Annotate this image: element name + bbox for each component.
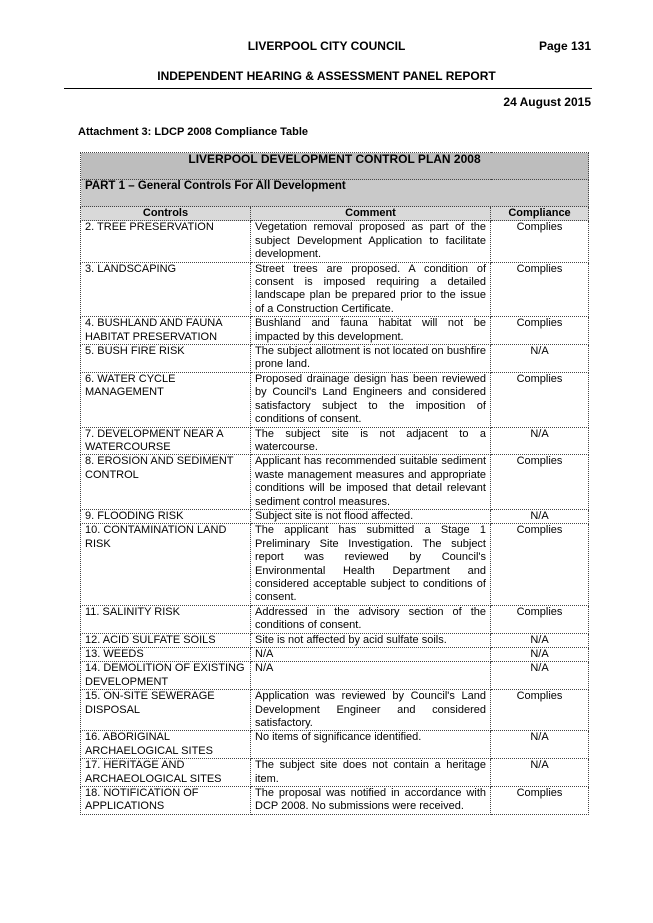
control-cell: 7. DEVELOPMENT NEAR A WATERCOURSE (81, 427, 251, 455)
table-row (81, 731, 589, 759)
table-row (81, 372, 589, 427)
report-title: INDEPENDENT HEARING & ASSESSMENT PANEL REPORT (157, 69, 496, 83)
comment-cell: Bushland and fauna habitat will not be impacted by this development. (251, 317, 491, 345)
column-header-compliance: Compliance (491, 207, 589, 221)
attachment-title: Attachment 3: LDCP 2008 Compliance Table (78, 126, 309, 138)
compliance-cell: Complies (491, 787, 589, 815)
control-cell: 16. ABORIGINAL ARCHAELOGICAL SITES (81, 731, 251, 759)
comment-cell: The proposal was notified in accordance with DCP 2008. No submissions were received. (251, 787, 491, 815)
comment-cell: Proposed drainage design has been reviewed by Council's Land Engineers and considered satisfactory subject to the imposition of conditions of consent. (251, 372, 491, 427)
table-row (81, 455, 589, 510)
control-cell: 12. ACID SULFATE SOILS (81, 633, 251, 647)
compliance-table (80, 152, 589, 815)
control-cell: 17. HERITAGE AND ARCHAEOLOGICAL SITES (81, 759, 251, 787)
control-cell: 3. LANDSCAPING (81, 262, 251, 317)
comment-cell: The subject site does not contain a heritage item. (251, 759, 491, 787)
table-row (81, 648, 589, 662)
compliance-cell: Complies (491, 455, 589, 510)
compliance-cell: N/A (491, 648, 589, 662)
table-title-row (81, 153, 589, 180)
page-number: Page 131 (538, 39, 591, 53)
compliance-cell: Complies (491, 524, 589, 605)
comment-cell: Application was reviewed by Council's Land Development Engineer and considered satisfactory. (251, 690, 491, 731)
comment-cell: Street trees are proposed. A condition of consent is imposed requiring a detailed landscape plan be prepared prior to the issue of a Construction Certificate. (251, 262, 491, 317)
control-cell: 11. SALINITY RISK (81, 605, 251, 633)
control-cell: 15. ON-SITE SEWERAGE DISPOSAL (81, 690, 251, 731)
compliance-cell: N/A (491, 509, 589, 523)
table-row (81, 787, 589, 815)
control-cell: 5. BUSH FIRE RISK (81, 345, 251, 373)
control-cell: 6. WATER CYCLE MANAGEMENT (81, 372, 251, 427)
comment-cell: The applicant has submitted a Stage 1 Preliminary Site Investigation. The subject report was reviewed by Council's Environmental Health Department and considered acceptable subject to conditions of consent. (251, 524, 491, 605)
compliance-cell: Complies (491, 372, 589, 427)
table-row (81, 345, 589, 373)
table-row (81, 509, 589, 523)
comment-cell: Vegetation removal proposed as part of the subject Development Application to facilitate development. (251, 221, 491, 262)
column-header-comment: Comment (251, 207, 491, 221)
comment-cell: Applicant has recommended suitable sediment waste management measures and appropriate conditions will be imposed that detail relevant sediment control measures. (251, 455, 491, 510)
comment-cell: The subject allotment is not located on bushfire prone land. (251, 345, 491, 373)
control-cell: 2. TREE PRESERVATION (81, 221, 251, 262)
table-row (81, 221, 589, 262)
compliance-cell: N/A (491, 759, 589, 787)
table-row (81, 524, 589, 605)
compliance-cell: N/A (491, 427, 589, 455)
comment-cell: Subject site is not flood affected. (251, 509, 491, 523)
control-cell: 14. DEMOLITION OF EXISTING DEVELOPMENT (81, 662, 251, 690)
comment-cell: N/A (251, 662, 491, 690)
column-header-row (81, 207, 589, 221)
compliance-cell: Complies (491, 605, 589, 633)
table-row (81, 759, 589, 787)
report-date: 24 August 2015 (503, 95, 591, 109)
compliance-cell: N/A (491, 731, 589, 759)
comment-cell: N/A (251, 648, 491, 662)
table-row (81, 633, 589, 647)
table-row (81, 262, 589, 317)
compliance-cell: N/A (491, 345, 589, 373)
table-row (81, 662, 589, 690)
control-cell: 10. CONTAMINATION LAND RISK (81, 524, 251, 605)
table-row (81, 605, 589, 633)
control-cell: 4. BUSHLAND AND FAUNA HABITAT PRESERVATION (81, 317, 251, 345)
comment-cell: Site is not affected by acid sulfate soils. (251, 633, 491, 647)
comment-cell: The subject site is not adjacent to a watercourse. (251, 427, 491, 455)
part-heading: PART 1 – General Controls For All Development (81, 180, 589, 207)
table-row (81, 317, 589, 345)
control-cell: 18. NOTIFICATION OF APPLICATIONS (81, 787, 251, 815)
compliance-cell: Complies (491, 317, 589, 345)
council-name: LIVERPOOL CITY COUNCIL (247, 39, 406, 53)
header-divider (64, 88, 592, 89)
control-cell: 13. WEEDS (81, 648, 251, 662)
compliance-cell: Complies (491, 262, 589, 317)
column-header-controls: Controls (81, 207, 251, 221)
comment-cell: Addressed in the advisory section of the conditions of consent. (251, 605, 491, 633)
part-heading-row (81, 180, 589, 207)
table-row (81, 427, 589, 455)
comment-cell: No items of significance identified. (251, 731, 491, 759)
compliance-cell: Complies (491, 690, 589, 731)
control-cell: 8. EROSION AND SEDIMENT CONTROL (81, 455, 251, 510)
table-row (81, 690, 589, 731)
compliance-cell: Complies (491, 221, 589, 262)
control-cell: 9. FLOODING RISK (81, 509, 251, 523)
compliance-cell: N/A (491, 633, 589, 647)
table-title: LIVERPOOL DEVELOPMENT CONTROL PLAN 2008 (81, 153, 589, 180)
compliance-cell: N/A (491, 662, 589, 690)
